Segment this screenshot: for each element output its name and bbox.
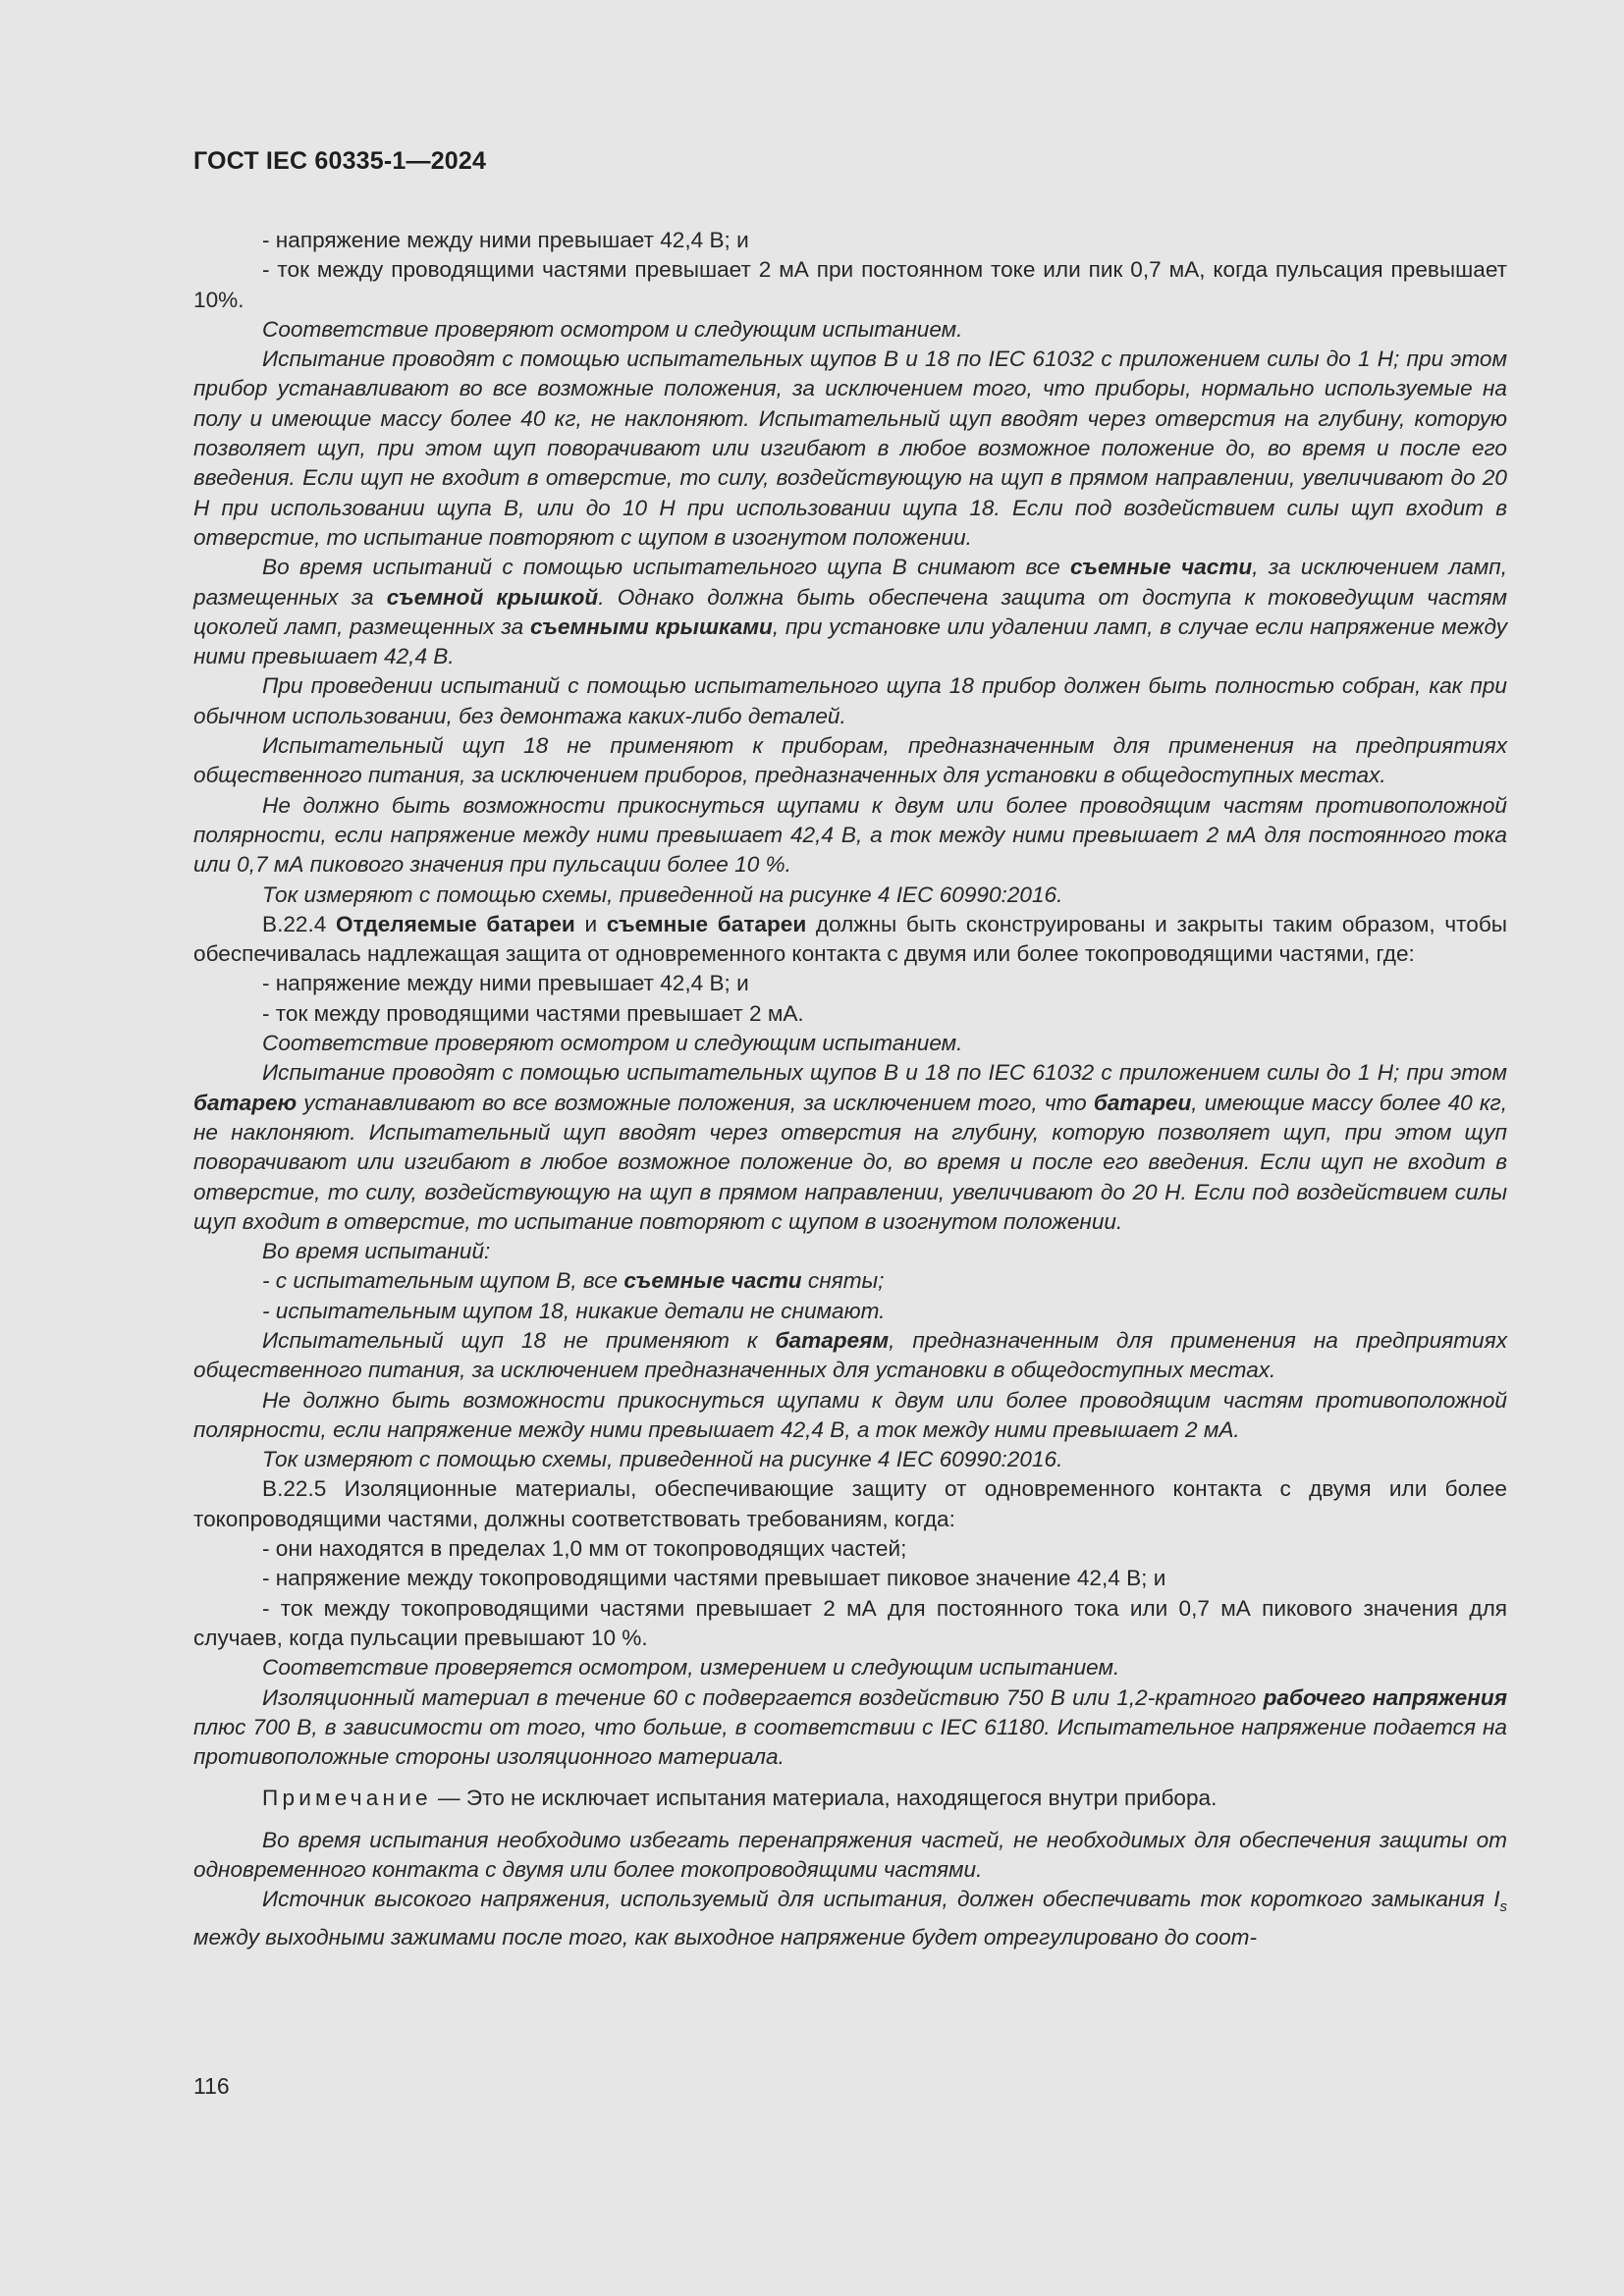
paragraph	[193, 1237, 1507, 1266]
text-run: , при установке или удалении ламп, в случае если напряжение между ними превышает 42,4 В.	[193, 614, 1507, 669]
text-run: устанавливают во все возможные положения, за исключением того, что	[297, 1090, 1094, 1115]
text-run: . Однако должна быть обеспечена защита от доступа к токоведущим частям цоколей ламп, размещенных за	[193, 584, 1507, 639]
text-run: - с испытательным щупом В, все	[262, 1268, 624, 1294]
page-number: 116	[193, 2073, 230, 2099]
bold-term: рабочего напряжения	[1263, 1684, 1507, 1710]
paragraph	[193, 1885, 1507, 1952]
text-run: , предназначенным для применения на предприятиях общественного питания, за исключением предназначенных для установки в общедоступных местах.	[193, 1327, 1507, 1383]
paragraph	[193, 1058, 1507, 1237]
paragraph	[193, 553, 1507, 671]
paragraph	[193, 881, 1507, 910]
paragraph	[193, 255, 1507, 315]
bold-term: Отделяемые батареи	[336, 911, 575, 936]
note-label: Примечание	[262, 1786, 432, 1811]
paragraph	[193, 1445, 1507, 1474]
text-run: Ток измеряют с помощью схемы, приведенной на рисунке 4 IEC 60990:2016.	[262, 1447, 1063, 1472]
text-run: - испытательным щупом 18, никакие детали не снимают.	[262, 1298, 886, 1323]
paragraph	[193, 1653, 1507, 1682]
page-header: ГОСТ IEC 60335-1—2024	[193, 147, 487, 175]
document-body	[193, 226, 1507, 1952]
text-run: - напряжение между токопроводящими частями превышает пиковое значение 42,4 В; и	[262, 1566, 1166, 1591]
paragraph	[193, 1826, 1507, 1886]
text-run: - напряжение между ними превышает 42,4 В; и	[262, 971, 749, 996]
paragraph	[193, 1386, 1507, 1446]
text-run: - ток между проводящими частями превышает 2 мА при постоянном токе или пик 0,7 мА, когда пульсация превышает 10%.	[193, 257, 1507, 312]
text-run: Не должно быть возможности прикоснуться щупами к двум или более проводящим частям противоположной полярности, если напряжение между ними превышает 42,4 В, а ток между ними превышает 2 мА.	[193, 1387, 1507, 1442]
text-run: Во время испытаний с помощью испытательного щупа В снимают все	[262, 555, 1070, 580]
text-run: Соответствие проверяется осмотром, измерением и следующим испытанием.	[262, 1655, 1120, 1681]
paragraph	[193, 1266, 1507, 1296]
bold-term: батареи	[1093, 1090, 1192, 1115]
text-run: сняты;	[801, 1268, 885, 1294]
text-run: Испытание проводят с помощью испытательных щупов В и 18 по IEC 61032 с приложением силы до 1 Н; при этом прибор устанавливают во все возможные положения, за исключением того, что приборы, нормально используемые на полу и имеющие массу более 40 кг, не наклоняют. Испытательный щуп вводят через отверстия на глубину, которую позволяет щуп, при этом щуп поворачивают или изгибают в любое возможное положение до, во время и после его введения. Если щуп не входит в отверстие, то силу, воздействующую на щуп в прямом направлении, увеличивают до 20 Н при использовании щупа В, или до 10 Н при использовании щупа 18. Если под воздействием силы щуп входит в отверстие, то испытание повторяют с щупом в изогнутом положении.	[193, 347, 1507, 550]
text-run: плюс 700 В, в зависимости от того, что больше, в соответствии с IEC 61180. Испытательное напряжение подается на противоположные стороны изоляционного материала.	[193, 1714, 1507, 1770]
paragraph	[193, 910, 1507, 970]
bold-term: съемные части	[623, 1268, 802, 1294]
note-paragraph	[193, 1784, 1507, 1813]
text-run: , за исключением ламп, размещенных за	[193, 555, 1507, 610]
paragraph	[193, 969, 1507, 998]
text-run: Во время испытания необходимо избегать перенапряжения частей, не необходимых для обеспечения защиты от одновременного контакта с двумя или более токопроводящими частями.	[193, 1827, 1507, 1883]
text-run: - напряжение между ними превышает 42,4 В; и	[262, 228, 749, 252]
subscript: s	[1499, 1898, 1507, 1916]
text-run: - они находятся в пределах 1,0 мм от токопроводящих частей;	[262, 1536, 907, 1562]
text-run: и	[574, 911, 607, 936]
text-run: В.22.5 Изоляционные материалы, обеспечивающие защиту от одновременного контакта с двумя или более токопроводящими частями, должны соответствовать требованиям, когда:	[193, 1476, 1507, 1531]
text-run: между выходными зажимами после того, как выходное напряжение будет отрегулировано до соот-	[193, 1924, 1257, 1949]
paragraph	[193, 315, 1507, 345]
paragraph	[193, 345, 1507, 553]
text-run: - ток между токопроводящими частями превышает 2 мА для постоянного тока или 0,7 мА пикового значения для случаев, когда пульсации превышают 10 %.	[193, 1595, 1507, 1650]
text-run: Испытание проводят с помощью испытательных щупов В и 18 по IEC 61032 с приложением силы до 1 Н; при этом	[262, 1060, 1507, 1086]
paragraph	[193, 999, 1507, 1029]
bold-term: батарею	[193, 1090, 298, 1115]
text-run: Испытательный щуп 18 не применяют к приборам, предназначенным для применения на предприятиях общественного питания, за исключением приборов, предназначенных для установки в общедоступных местах.	[193, 733, 1507, 788]
text-run: - ток между проводящими частями превышает 2 мА.	[262, 1000, 804, 1026]
bold-term: съемные части	[1069, 555, 1253, 580]
text-run: В.22.4	[262, 911, 337, 936]
text-run: Не должно быть возможности прикоснуться щупами к двум или более проводящим частям противоположной полярности, если напряжение между ними превышает 42,4 В, а ток между ними превышает 2 мА для постоянного тока или 0,7 мА пикового значения при пульсации более 10 %.	[193, 792, 1507, 878]
paragraph	[193, 791, 1507, 881]
text-run: — Это не исключает испытания материала, находящегося внутри прибора.	[431, 1786, 1218, 1811]
paragraph	[193, 1326, 1507, 1386]
paragraph	[193, 226, 1507, 255]
text-run: Ток измеряют с помощью схемы, приведенной на рисунке 4 IEC 60990:2016.	[262, 881, 1063, 907]
text-run: Во время испытаний:	[262, 1239, 491, 1264]
text-run: должны быть сконструированы и закрыты таким образом, чтобы обеспечивалась надлежащая защита от одновременного контакта с двумя или более токопроводящими частями, где:	[193, 911, 1508, 967]
bold-term: съемной крышкой	[386, 584, 599, 610]
paragraph	[193, 731, 1507, 791]
paragraph	[193, 1594, 1507, 1654]
bold-term: съемными крышками	[529, 614, 773, 639]
text-run: Изоляционный материал в течение 60 с подвергается воздействию 750 В или 1,2-кратного	[262, 1684, 1264, 1710]
bold-term: съемные батареи	[606, 911, 807, 936]
paragraph	[193, 1564, 1507, 1593]
text-run: Соответствие проверяют осмотром и следующим испытанием.	[262, 1031, 963, 1056]
text-run: Испытательный щуп 18 не применяют к	[262, 1327, 776, 1353]
paragraph	[193, 1683, 1507, 1773]
text-run: Соответствие проверяют осмотром и следующим испытанием.	[262, 316, 963, 342]
paragraph	[193, 1029, 1507, 1058]
paragraph	[193, 1534, 1507, 1564]
paragraph	[193, 671, 1507, 731]
text-run: Источник высокого напряжения, используемый для испытания, должен обеспечивать ток короткого замыкания I	[262, 1887, 1500, 1912]
text-run: , имеющие массу более 40 кг, не наклоняют. Испытательный щуп вводят через отверстия на глубину, которую позволяет щуп, при этом щуп поворачивают или изгибают в любое возможное положение до, во время и после его введения. Если щуп не входит в отверстие, то силу, воздействующую на щуп в прямом направлении, увеличивают до 20 Н. Если под воздействием силы щуп входит в отверстие, то испытание повторяют с щупом в изогнутом положении.	[193, 1090, 1507, 1234]
paragraph	[193, 1474, 1507, 1534]
paragraph	[193, 1297, 1507, 1326]
bold-term: батареям	[775, 1327, 890, 1353]
text-run: При проведении испытаний с помощью испытательного щупа 18 прибор должен быть полностью собран, как при обычном использовании, без демонтажа каких-либо деталей.	[193, 673, 1507, 728]
